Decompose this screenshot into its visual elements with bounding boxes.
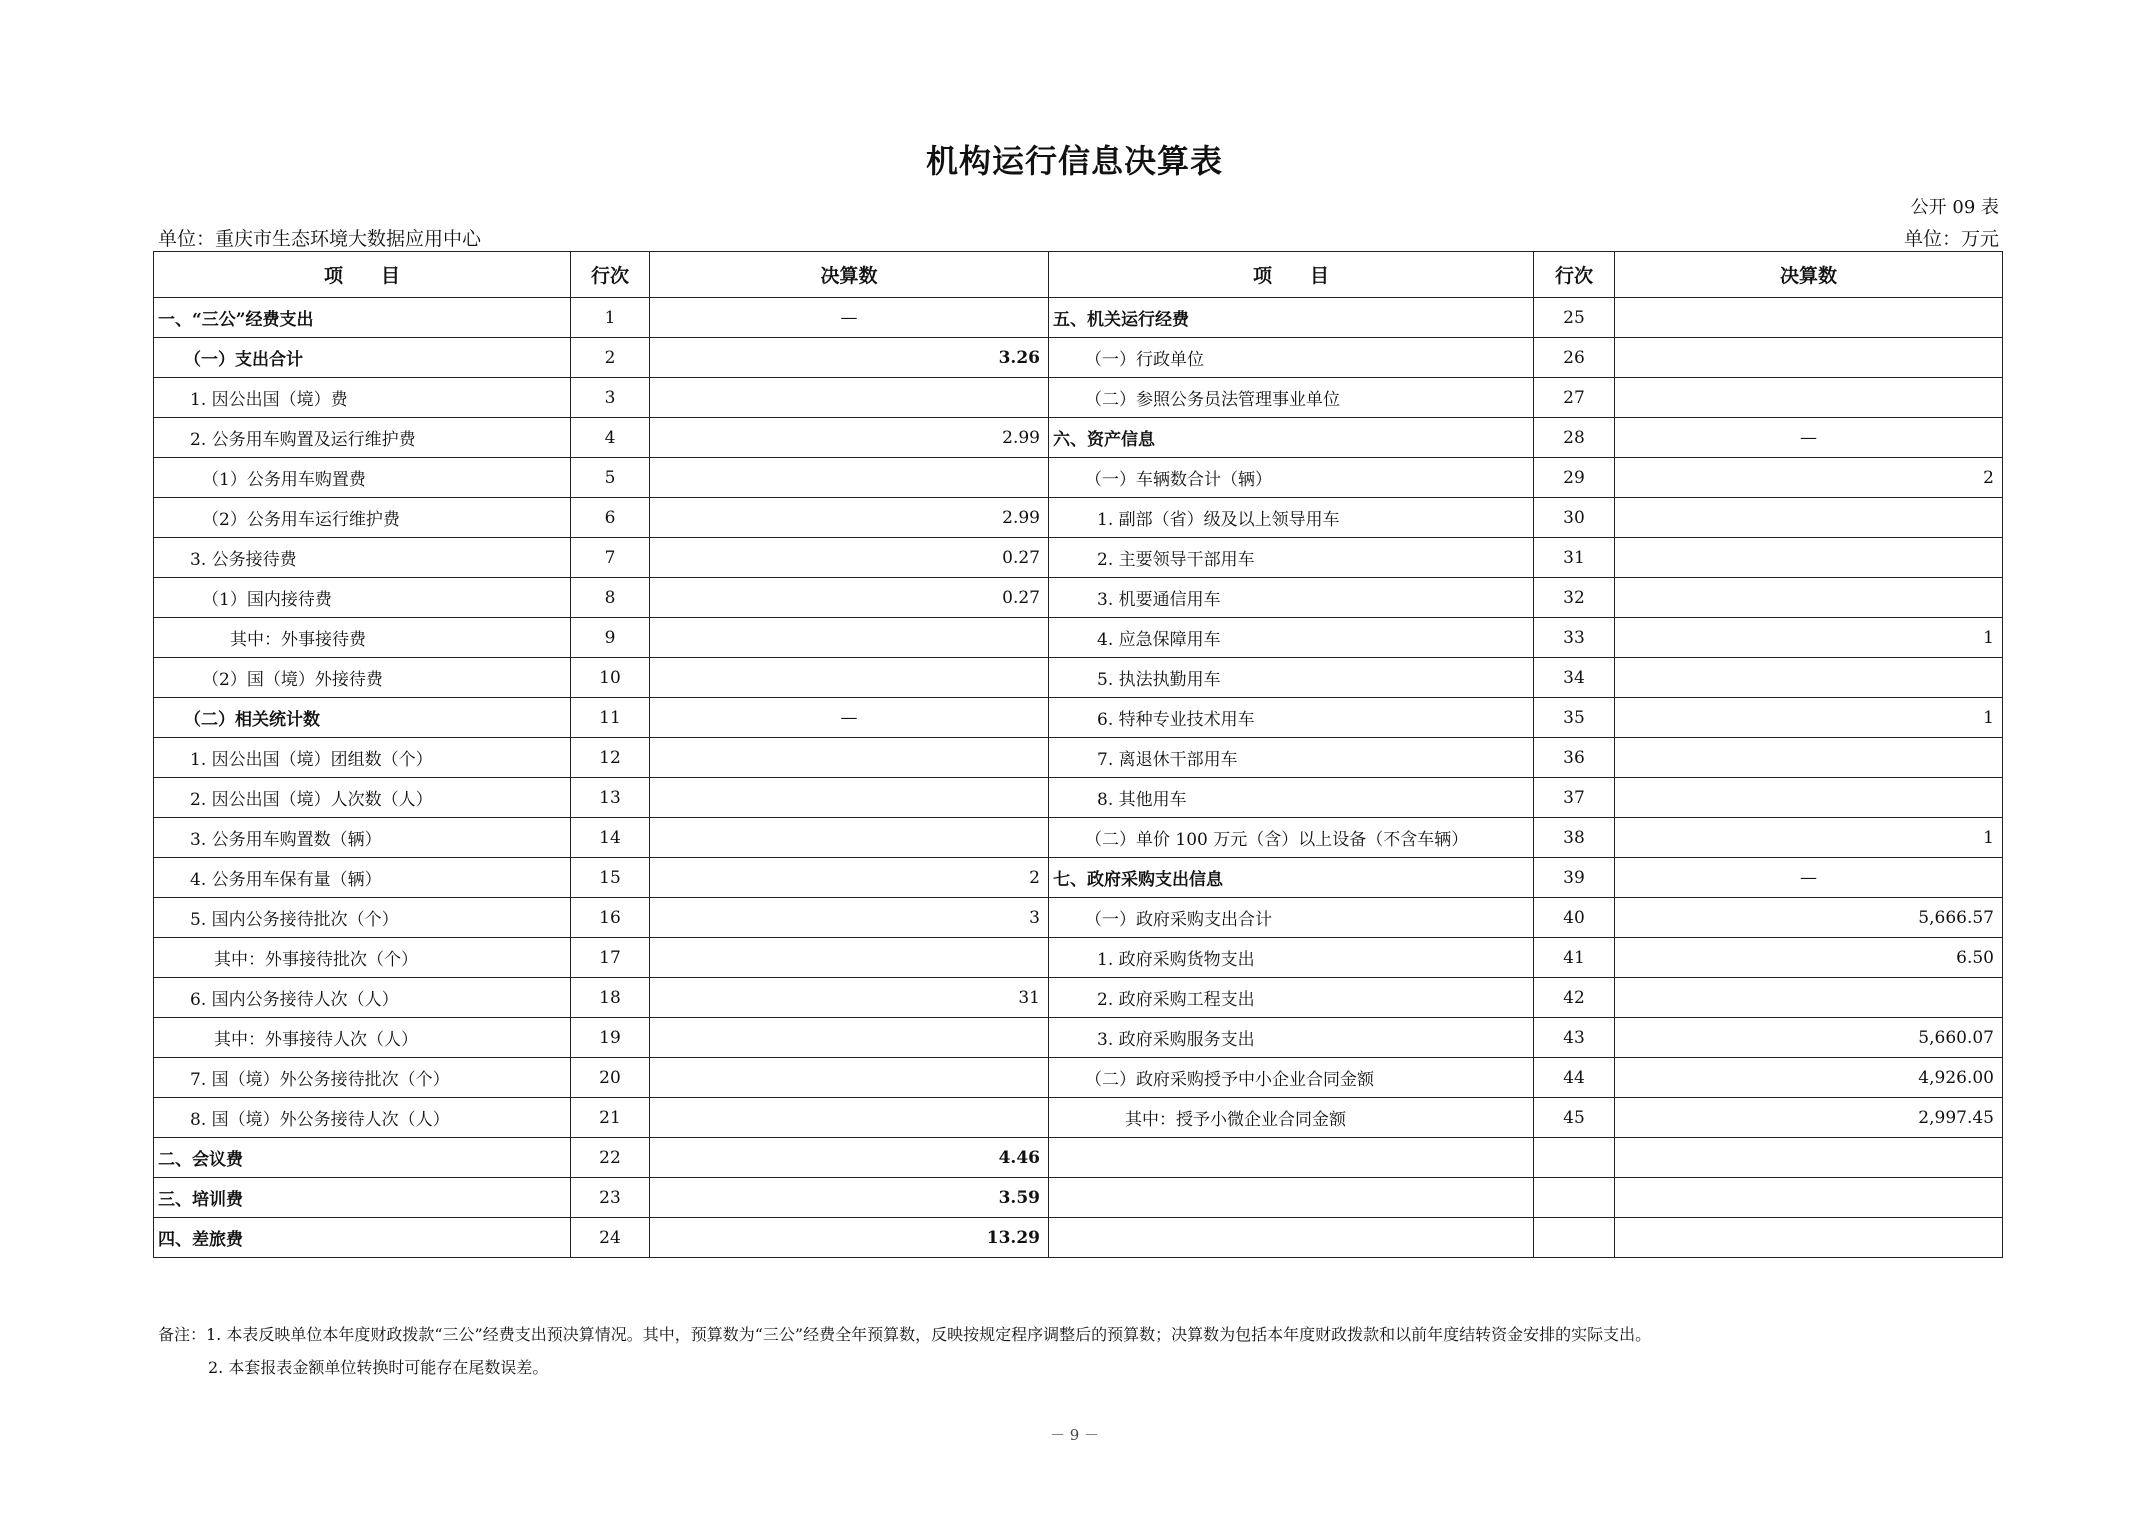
left-line-cell: 22: [571, 1138, 650, 1178]
left-amount-cell: 13.29: [650, 1218, 1049, 1258]
right-amount-cell: 2,997.45: [1615, 1098, 2003, 1138]
left-amount-cell: [650, 818, 1049, 858]
right-line-cell: [1534, 1218, 1615, 1258]
right-amount-cell: 2: [1615, 458, 2003, 498]
left-amount-cell: [650, 938, 1049, 978]
left-line-cell: 19: [571, 1018, 650, 1058]
header-item-left: 项 目: [154, 252, 571, 298]
right-line-cell: 45: [1534, 1098, 1615, 1138]
right-item-cell: 2. 政府采购工程支出: [1049, 978, 1534, 1018]
left-line-cell: 8: [571, 578, 650, 618]
left-amount-cell: 2.99: [650, 418, 1049, 458]
left-amount-cell: 3.26: [650, 338, 1049, 378]
table-row: [154, 698, 2003, 738]
left-item-cell: （二）相关统计数: [154, 698, 571, 738]
right-line-cell: 40: [1534, 898, 1615, 938]
right-line-cell: [1534, 1138, 1615, 1178]
left-line-cell: 11: [571, 698, 650, 738]
right-line-cell: 25: [1534, 298, 1615, 338]
header-line-right: 行次: [1534, 252, 1615, 298]
right-amount-cell: 5,666.57: [1615, 898, 2003, 938]
right-item-cell: 6. 特种专业技术用车: [1049, 698, 1534, 738]
right-line-cell: 35: [1534, 698, 1615, 738]
right-amount-cell: 1: [1615, 618, 2003, 658]
right-item-cell: 1. 副部（省）级及以上领导用车: [1049, 498, 1534, 538]
left-line-cell: 15: [571, 858, 650, 898]
right-amount-cell: [1615, 1138, 2003, 1178]
right-amount-cell: 1: [1615, 818, 2003, 858]
right-item-cell: 七、政府采购支出信息: [1049, 858, 1534, 898]
table-row: [154, 538, 2003, 578]
left-item-cell: 8. 国（境）外公务接待人次（人）: [154, 1098, 571, 1138]
left-item-cell: 1. 因公出国（境）费: [154, 378, 571, 418]
table-row: [154, 818, 2003, 858]
right-line-cell: 34: [1534, 658, 1615, 698]
table-row: [154, 578, 2003, 618]
header-line-left: 行次: [571, 252, 650, 298]
right-item-cell: 3. 政府采购服务支出: [1049, 1018, 1534, 1058]
table-row: [154, 378, 2003, 418]
left-item-cell: 3. 公务接待费: [154, 538, 571, 578]
right-item-cell: 7. 离退休干部用车: [1049, 738, 1534, 778]
left-line-cell: 7: [571, 538, 650, 578]
table-row: [154, 1018, 2003, 1058]
left-item-cell: （1）国内接待费: [154, 578, 571, 618]
right-amount-cell: [1615, 1218, 2003, 1258]
left-amount-cell: [650, 1058, 1049, 1098]
right-amount-cell: [1615, 978, 2003, 1018]
left-amount-cell: [650, 618, 1049, 658]
table-row: [154, 298, 2003, 338]
header-amount-left: 决算数: [650, 252, 1049, 298]
left-item-cell: 6. 国内公务接待人次（人）: [154, 978, 571, 1018]
left-item-cell: 四、差旅费: [154, 1218, 571, 1258]
right-item-cell: 2. 主要领导干部用车: [1049, 538, 1534, 578]
right-item-cell: （二）单价 100 万元（含）以上设备（不含车辆）: [1049, 818, 1534, 858]
right-amount-cell: [1615, 378, 2003, 418]
left-line-cell: 2: [571, 338, 650, 378]
left-item-cell: 其中：外事接待批次（个）: [154, 938, 571, 978]
right-line-cell: 27: [1534, 378, 1615, 418]
table-row: [154, 938, 2003, 978]
left-line-cell: 10: [571, 658, 650, 698]
table-row: [154, 498, 2003, 538]
left-amount-cell: 3.59: [650, 1178, 1049, 1218]
header-item-right: 项 目: [1049, 252, 1534, 298]
left-amount-cell: 2.99: [650, 498, 1049, 538]
right-line-cell: 28: [1534, 418, 1615, 458]
right-item-cell: 3. 机要通信用车: [1049, 578, 1534, 618]
left-item-cell: 3. 公务用车购置数（辆）: [154, 818, 571, 858]
left-amount-cell: 0.27: [650, 538, 1049, 578]
table-row: [154, 1098, 2003, 1138]
left-item-cell: 二、会议费: [154, 1138, 571, 1178]
page-number: － 9 －: [1049, 1426, 1100, 1444]
left-amount-cell: 31: [650, 978, 1049, 1018]
left-line-cell: 18: [571, 978, 650, 1018]
right-amount-cell: [1615, 1178, 2003, 1218]
left-item-cell: （2）国（境）外接待费: [154, 658, 571, 698]
table-row: [154, 418, 2003, 458]
left-line-cell: 5: [571, 458, 650, 498]
right-line-cell: [1534, 1178, 1615, 1218]
left-line-cell: 4: [571, 418, 650, 458]
right-amount-cell: [1615, 778, 2003, 818]
left-line-cell: 12: [571, 738, 650, 778]
left-amount-cell: [650, 738, 1049, 778]
right-item-cell: [1049, 1178, 1534, 1218]
reporting-unit: 单位：重庆市生态环境大数据应用中心: [158, 228, 482, 250]
left-line-cell: 14: [571, 818, 650, 858]
right-line-cell: 32: [1534, 578, 1615, 618]
right-line-cell: 33: [1534, 618, 1615, 658]
table-row: [154, 898, 2003, 938]
left-amount-cell: [650, 458, 1049, 498]
left-line-cell: 23: [571, 1178, 650, 1218]
left-amount-cell: 4.46: [650, 1138, 1049, 1178]
left-item-cell: 一、“三公”经费支出: [154, 298, 571, 338]
right-line-cell: 41: [1534, 938, 1615, 978]
operation-info-table: [153, 251, 2003, 1258]
right-line-cell: 31: [1534, 538, 1615, 578]
right-amount-cell: [1615, 338, 2003, 378]
left-item-cell: （2）公务用车运行维护费: [154, 498, 571, 538]
form-number: 公开 09 表: [1910, 197, 1999, 218]
left-line-cell: 13: [571, 778, 650, 818]
left-item-cell: 4. 公务用车保有量（辆）: [154, 858, 571, 898]
right-amount-cell: [1615, 498, 2003, 538]
left-line-cell: 1: [571, 298, 650, 338]
left-amount-cell: [650, 378, 1049, 418]
table-row: [154, 778, 2003, 818]
right-item-cell: （一）车辆数合计（辆）: [1049, 458, 1534, 498]
note-2: 2. 本套报表金额单位转换时可能存在尾数误差。: [208, 1358, 549, 1377]
left-item-cell: （一）支出合计: [154, 338, 571, 378]
left-amount-cell: [650, 778, 1049, 818]
right-item-cell: 其中：授予小微企业合同金额: [1049, 1098, 1534, 1138]
table-row: [154, 1178, 2003, 1218]
left-amount-cell: 0.27: [650, 578, 1049, 618]
right-amount-cell: [1615, 738, 2003, 778]
table-header-row: [154, 252, 2003, 298]
left-item-cell: 其中：外事接待费: [154, 618, 571, 658]
table-row: [154, 858, 2003, 898]
left-item-cell: 2. 公务用车购置及运行维护费: [154, 418, 571, 458]
left-line-cell: 21: [571, 1098, 650, 1138]
left-item-cell: 其中：外事接待人次（人）: [154, 1018, 571, 1058]
table-row: [154, 978, 2003, 1018]
left-line-cell: 6: [571, 498, 650, 538]
header-amount-right: 决算数: [1615, 252, 2003, 298]
table-row: [154, 1138, 2003, 1178]
left-amount-cell: [650, 1018, 1049, 1058]
right-item-cell: （一）政府采购支出合计: [1049, 898, 1534, 938]
table-row: [154, 618, 2003, 658]
right-amount-cell: [1615, 538, 2003, 578]
right-amount-cell: —: [1615, 418, 2003, 458]
right-item-cell: 五、机关运行经费: [1049, 298, 1534, 338]
left-line-cell: 20: [571, 1058, 650, 1098]
left-amount-cell: —: [650, 698, 1049, 738]
left-line-cell: 24: [571, 1218, 650, 1258]
right-amount-cell: 6.50: [1615, 938, 2003, 978]
left-item-cell: 5. 国内公务接待批次（个）: [154, 898, 571, 938]
table-row: [154, 458, 2003, 498]
page-title: 机构运行信息决算表: [925, 142, 1223, 180]
right-amount-cell: 1: [1615, 698, 2003, 738]
left-amount-cell: —: [650, 298, 1049, 338]
left-line-cell: 3: [571, 378, 650, 418]
right-line-cell: 26: [1534, 338, 1615, 378]
table-row: [154, 338, 2003, 378]
right-item-cell: （一）行政单位: [1049, 338, 1534, 378]
notes-block: [158, 1318, 1651, 1384]
left-item-cell: 2. 因公出国（境）人次数（人）: [154, 778, 571, 818]
left-item-cell: 1. 因公出国（境）团组数（个）: [154, 738, 571, 778]
left-line-cell: 16: [571, 898, 650, 938]
right-item-cell: 5. 执法执勤用车: [1049, 658, 1534, 698]
right-item-cell: 4. 应急保障用车: [1049, 618, 1534, 658]
right-item-cell: [1049, 1218, 1534, 1258]
right-line-cell: 38: [1534, 818, 1615, 858]
right-item-cell: 六、资产信息: [1049, 418, 1534, 458]
note-1: 备注：1. 本表反映单位本年度财政拨款“三公”经费支出预决算情况。其中，预算数为“三公”经费全年预算数，反映按规定程序调整后的预算数；决算数为包括本年度财政拨款和以前年度结转资金安排的实际支出。: [158, 1325, 1652, 1344]
left-line-cell: 9: [571, 618, 650, 658]
right-line-cell: 39: [1534, 858, 1615, 898]
right-line-cell: 37: [1534, 778, 1615, 818]
right-item-cell: 8. 其他用车: [1049, 778, 1534, 818]
table-row: [154, 1218, 2003, 1258]
right-amount-cell: —: [1615, 858, 2003, 898]
table-row: [154, 1058, 2003, 1098]
left-item-cell: （1）公务用车购置费: [154, 458, 571, 498]
right-item-cell: [1049, 1138, 1534, 1178]
currency-unit: 单位：万元: [1903, 228, 1999, 250]
right-amount-cell: [1615, 578, 2003, 618]
left-line-cell: 17: [571, 938, 650, 978]
right-line-cell: 30: [1534, 498, 1615, 538]
right-line-cell: 42: [1534, 978, 1615, 1018]
right-line-cell: 43: [1534, 1018, 1615, 1058]
left-item-cell: 7. 国（境）外公务接待批次（个）: [154, 1058, 571, 1098]
left-amount-cell: [650, 658, 1049, 698]
table-row: [154, 658, 2003, 698]
right-amount-cell: [1615, 298, 2003, 338]
left-amount-cell: 2: [650, 858, 1049, 898]
left-amount-cell: 3: [650, 898, 1049, 938]
right-line-cell: 29: [1534, 458, 1615, 498]
right-amount-cell: 5,660.07: [1615, 1018, 2003, 1058]
left-item-cell: 三、培训费: [154, 1178, 571, 1218]
right-amount-cell: 4,926.00: [1615, 1058, 2003, 1098]
right-amount-cell: [1615, 658, 2003, 698]
right-item-cell: 1. 政府采购货物支出: [1049, 938, 1534, 978]
right-item-cell: （二）参照公务员法管理事业单位: [1049, 378, 1534, 418]
right-line-cell: 44: [1534, 1058, 1615, 1098]
right-item-cell: （二）政府采购授予中小企业合同金额: [1049, 1058, 1534, 1098]
left-amount-cell: [650, 1098, 1049, 1138]
table-row: [154, 738, 2003, 778]
right-line-cell: 36: [1534, 738, 1615, 778]
